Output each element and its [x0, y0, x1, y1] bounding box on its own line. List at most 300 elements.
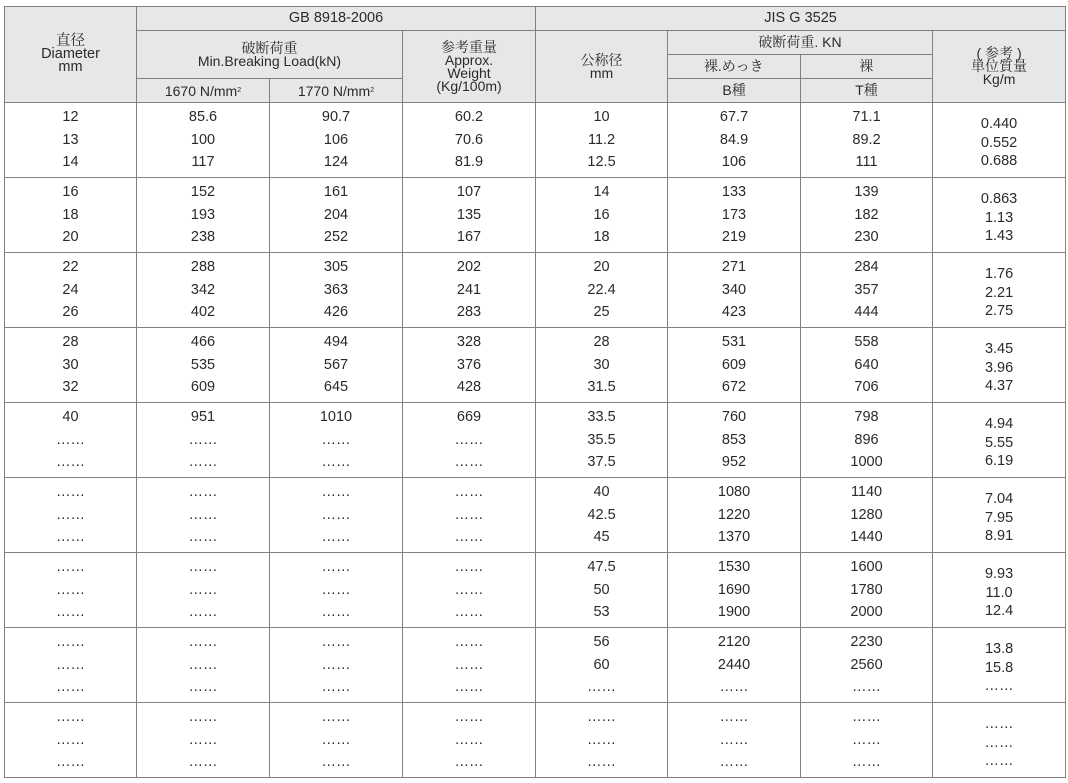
- cell-value: 1220: [717, 506, 751, 523]
- grade-t-cell: [801, 253, 933, 328]
- cell-value: ……: [56, 634, 85, 651]
- cell-value: 1.76: [984, 266, 1014, 283]
- cell-value: 4.94: [984, 416, 1014, 433]
- cell-value: 252: [323, 229, 349, 246]
- cell-value: 2000: [850, 604, 883, 621]
- cell-value: ……: [587, 709, 617, 726]
- cell-value: 161: [323, 184, 349, 201]
- cell-value: ……: [852, 731, 882, 748]
- cell-value: 71.1: [852, 109, 881, 126]
- cell-value: 444: [854, 304, 879, 321]
- cell-value: 18: [593, 229, 610, 246]
- cell-value: 11.0: [985, 584, 1013, 601]
- weight-cell: [403, 103, 536, 178]
- unit-mass-cell: [933, 703, 1066, 778]
- reference-label: ( 参考 ): [976, 45, 1022, 61]
- unit-mass-cell: [933, 628, 1066, 703]
- grade-b-cell: [668, 628, 801, 703]
- grade-1770-header: 1770 $N/mm^2$: [270, 79, 403, 103]
- cell-value: ……: [321, 529, 351, 546]
- cell-value: 60.2: [454, 109, 484, 126]
- nominal-cn-label: 公称径: [580, 51, 623, 68]
- cell-value: 340: [721, 281, 747, 298]
- cell-value: ……: [188, 604, 218, 621]
- diameter-cn-label: 直径: [56, 33, 85, 49]
- cell-value: ……: [321, 709, 351, 726]
- cell-value: 8.91: [984, 528, 1014, 545]
- cell-value: 1690: [717, 581, 751, 598]
- table-row-group: [5, 553, 1066, 628]
- load-1670-cell: [137, 253, 270, 328]
- cell-value: 32: [62, 379, 79, 396]
- cell-value: ……: [56, 604, 85, 621]
- cell-value: 271: [721, 259, 747, 276]
- grade-t-cell: [801, 478, 933, 553]
- cell-value: ……: [321, 506, 351, 523]
- cell-value: 423: [721, 304, 747, 321]
- weight-cell: [403, 703, 536, 778]
- diameter-header: [5, 7, 137, 103]
- cell-value: 230: [854, 229, 879, 246]
- cell-value: ……: [56, 731, 85, 748]
- load-1670-cell: [137, 103, 270, 178]
- diameter-en-label: Diameter: [41, 46, 100, 62]
- load-1670-cell: [137, 703, 270, 778]
- cell-value: 1080: [717, 484, 751, 501]
- cell-value: ……: [321, 431, 351, 448]
- cell-value: 12: [62, 109, 79, 126]
- unit-mass-cell: [933, 178, 1066, 253]
- cell-value: 33.5: [587, 409, 616, 426]
- bare-header: 裸: [859, 58, 874, 74]
- grade-t-cell: [801, 628, 933, 703]
- cell-value: ……: [454, 656, 484, 673]
- cell-value: 85.6: [188, 109, 218, 126]
- cell-value: 20: [62, 229, 79, 246]
- cell-value: 89.2: [852, 131, 881, 148]
- cell-value: 3.96: [984, 359, 1014, 376]
- cell-value: 31.5: [587, 379, 616, 396]
- cell-value: 90.7: [321, 109, 351, 126]
- cell-value: 357: [854, 281, 879, 298]
- cell-value: 107: [456, 184, 482, 201]
- grade-1670-header: 1670 $N/mm^2$: [137, 79, 270, 103]
- cell-value: 28: [62, 334, 79, 351]
- cell-value: 202: [456, 259, 482, 276]
- cell-value: ……: [188, 431, 218, 448]
- nominal-unit-label: mm: [589, 64, 614, 81]
- cell-value: 1600: [850, 559, 883, 576]
- cell-value: 428: [456, 379, 482, 396]
- cell-value: ……: [188, 656, 218, 673]
- cell-value: 288: [190, 259, 216, 276]
- cell-value: 1780: [850, 581, 883, 598]
- cell-value: 0.863: [980, 191, 1018, 208]
- cell-value: 24: [62, 281, 79, 298]
- cell-value: 645: [323, 379, 349, 396]
- cell-value: 558: [854, 334, 879, 351]
- cell-value: 13: [62, 131, 79, 148]
- grade-t-cell: [801, 403, 933, 478]
- cell-value: ……: [188, 709, 218, 726]
- weight-cell: [403, 478, 536, 553]
- cell-value: 13.8: [984, 641, 1014, 658]
- cell-value: 896: [854, 431, 879, 448]
- cell-value: 342: [190, 281, 216, 298]
- cell-value: ……: [188, 634, 218, 651]
- grade-t-cell: [801, 328, 933, 403]
- weight-cell: [403, 178, 536, 253]
- breaking-load-header: [137, 31, 403, 79]
- cell-value: ……: [454, 484, 484, 501]
- grade-b-cell: [668, 403, 801, 478]
- cell-value: 1280: [850, 506, 883, 523]
- unit-mass-cell: [933, 103, 1066, 178]
- cell-value: 152: [190, 184, 216, 201]
- cell-value: ……: [984, 734, 1014, 751]
- cell-value: 106: [323, 131, 349, 148]
- table-header: [5, 7, 1066, 103]
- cell-value: ……: [984, 678, 1014, 695]
- cell-value: 0.688: [980, 153, 1018, 170]
- grade-t-cell: [801, 703, 933, 778]
- cell-value: ……: [188, 506, 218, 523]
- cell-value: 2560: [850, 656, 883, 673]
- cell-value: 133: [721, 184, 747, 201]
- cell-value: 67.7: [719, 109, 749, 126]
- cell-value: 706: [854, 379, 879, 396]
- cell-value: 30: [593, 356, 610, 373]
- table-row-group: [5, 703, 1066, 778]
- cell-value: 609: [190, 379, 216, 396]
- table-row-group: [5, 328, 1066, 403]
- nominal-cell: [536, 628, 668, 703]
- cell-value: ……: [321, 731, 351, 748]
- cell-value: 84.9: [719, 131, 749, 148]
- wire-rope-spec-table: [4, 6, 1066, 778]
- cell-value: 3.45: [984, 341, 1014, 358]
- cell-value: 494: [323, 334, 349, 351]
- approx-weight-header: [403, 31, 536, 103]
- cell-value: ……: [321, 581, 351, 598]
- unit-mass-header: [933, 31, 1066, 103]
- weight-cell: [403, 328, 536, 403]
- cell-value: 173: [721, 206, 747, 223]
- unit-mass-cell: [933, 253, 1066, 328]
- cell-value: 6.19: [984, 453, 1014, 470]
- grade-b-cell: [668, 103, 801, 178]
- cell-value: 16: [62, 184, 79, 201]
- cell-value: 28: [593, 334, 610, 351]
- cell-value: ……: [188, 679, 218, 696]
- table-body: [5, 103, 1066, 778]
- cell-value: 669: [456, 409, 482, 426]
- cell-value: ……: [56, 754, 85, 771]
- grade-t-cell: [801, 103, 933, 178]
- breaking-load-cn-label: 破断荷重: [241, 39, 298, 56]
- cell-value: ……: [984, 753, 1014, 770]
- cell-value: 26: [62, 304, 79, 321]
- cell-value: ……: [56, 484, 85, 501]
- cell-value: ……: [454, 581, 484, 598]
- cell-value: ……: [454, 754, 484, 771]
- cell-value: 640: [854, 356, 879, 373]
- cell-value: ……: [56, 506, 85, 523]
- cell-value: 2230: [850, 634, 883, 651]
- grade-b-cell: [668, 703, 801, 778]
- load-1770-cell: [270, 178, 403, 253]
- cell-value: 106: [721, 154, 747, 171]
- cell-value: 363: [323, 281, 349, 298]
- load-1770-cell: [270, 403, 403, 478]
- unit-mass-cn-label: 単位質量: [971, 58, 1028, 74]
- cell-value: ……: [852, 709, 882, 726]
- spec-table-container: [4, 6, 1066, 778]
- cell-value: 1530: [717, 559, 751, 576]
- cell-value: ……: [454, 731, 484, 748]
- cell-value: ……: [321, 754, 351, 771]
- cell-value: 609: [721, 356, 747, 373]
- cell-value: 12.4: [984, 603, 1014, 620]
- table-row-group: [5, 628, 1066, 703]
- cell-value: 672: [721, 379, 747, 396]
- cell-value: 18: [62, 206, 79, 223]
- cell-value: ……: [321, 454, 351, 471]
- cell-value: 376: [456, 356, 482, 373]
- cell-value: 37.5: [587, 454, 616, 471]
- cell-value: ……: [587, 731, 617, 748]
- diameter-cell: [5, 478, 137, 553]
- table-row-group: [5, 178, 1066, 253]
- cell-value: ……: [852, 754, 882, 771]
- cell-value: ……: [454, 679, 484, 696]
- load-1770-cell: [270, 703, 403, 778]
- cell-value: 22.4: [587, 281, 616, 298]
- cell-value: 1.13: [984, 209, 1014, 226]
- grade-b-header: B種: [668, 79, 801, 103]
- load-1670-cell: [137, 403, 270, 478]
- cell-value: 0.440: [980, 116, 1018, 133]
- weight-cell: [403, 253, 536, 328]
- cell-value: 798: [854, 409, 879, 426]
- cell-value: ……: [56, 581, 85, 598]
- cell-value: 14: [62, 154, 79, 171]
- unit-mass-cell: [933, 478, 1066, 553]
- cell-value: ……: [321, 679, 351, 696]
- grade-b-cell: [668, 553, 801, 628]
- cell-value: 853: [721, 431, 747, 448]
- cell-value: ……: [321, 656, 351, 673]
- cell-value: 124: [323, 154, 349, 171]
- table-row-group: [5, 103, 1066, 178]
- nominal-cell: [536, 478, 668, 553]
- grade-b-cell: [668, 328, 801, 403]
- cell-value: ……: [852, 679, 882, 696]
- nominal-cell: [536, 403, 668, 478]
- nominal-cell: [536, 253, 668, 328]
- load-1770-cell: [270, 328, 403, 403]
- weight-cell: [403, 403, 536, 478]
- weight-cn-label: 参考重量: [441, 38, 498, 55]
- weight-cell: [403, 553, 536, 628]
- cell-value: ……: [188, 754, 218, 771]
- cell-value: 20: [593, 259, 610, 276]
- cell-value: 2120: [717, 634, 751, 651]
- nominal-cell: [536, 103, 668, 178]
- cell-value: 81.9: [454, 154, 484, 171]
- table-row-group: [5, 478, 1066, 553]
- cell-value: 30: [62, 356, 79, 373]
- diameter-cell: [5, 253, 137, 328]
- cell-value: ……: [454, 634, 484, 651]
- cell-value: 42.5: [587, 506, 616, 523]
- cell-value: ……: [719, 679, 749, 696]
- cell-value: 7.04: [984, 491, 1014, 508]
- load-1770-cell: [270, 478, 403, 553]
- cell-value: 139: [854, 184, 879, 201]
- unit-mass-cell: [933, 553, 1066, 628]
- grade-b-cell: [668, 253, 801, 328]
- cell-value: ……: [454, 709, 484, 726]
- load-1670-cell: [137, 178, 270, 253]
- cell-value: 56: [593, 634, 610, 651]
- cell-value: ……: [454, 454, 484, 471]
- diameter-cell: [5, 103, 137, 178]
- cell-value: ……: [454, 604, 484, 621]
- cell-value: 16: [593, 206, 610, 223]
- unit-mass-cell: [933, 328, 1066, 403]
- load-1770-cell: [270, 628, 403, 703]
- diameter-cell: [5, 328, 137, 403]
- jis-breaking-load-header: [668, 31, 933, 79]
- cell-value: ……: [56, 559, 85, 576]
- plated-header: 裸.めっき: [668, 55, 801, 78]
- cell-value: 167: [456, 229, 482, 246]
- cell-value: ……: [321, 634, 351, 651]
- breaking-load-en-label: Min.Breaking Load(kN): [197, 52, 342, 69]
- cell-value: ……: [321, 604, 351, 621]
- cell-value: 1370: [717, 529, 751, 546]
- cell-value: 22: [62, 259, 79, 276]
- grade-b-cell: [668, 178, 801, 253]
- cell-value: 1.43: [984, 228, 1014, 245]
- grade-b-cell: [668, 478, 801, 553]
- weight-en-label-2: Weight: [447, 64, 491, 81]
- cell-value: 182: [854, 206, 879, 223]
- cell-value: ……: [56, 431, 85, 448]
- cell-value: 466: [190, 334, 216, 351]
- load-1670-cell: [137, 553, 270, 628]
- cell-value: 2.75: [984, 303, 1014, 320]
- cell-value: 535: [190, 356, 216, 373]
- cell-value: 760: [721, 409, 747, 426]
- cell-value: ……: [188, 731, 218, 748]
- cell-value: 283: [456, 304, 482, 321]
- grade-t-cell: [801, 553, 933, 628]
- cell-value: 47.5: [587, 559, 616, 576]
- nominal-cell: [536, 328, 668, 403]
- diameter-cell: [5, 703, 137, 778]
- table-row-group: [5, 403, 1066, 478]
- gb-standard-header: GB 8918-2006: [137, 7, 536, 31]
- cell-value: 219: [721, 229, 747, 246]
- cell-value: 53: [593, 604, 610, 621]
- diameter-cell: [5, 178, 137, 253]
- diameter-cell: [5, 403, 137, 478]
- cell-value: 238: [190, 229, 216, 246]
- cell-value: 111: [855, 154, 878, 171]
- nominal-cell: [536, 553, 668, 628]
- cell-value: ……: [454, 431, 484, 448]
- table-row-group: [5, 253, 1066, 328]
- cell-value: ……: [719, 709, 749, 726]
- cell-value: ……: [719, 754, 749, 771]
- cell-value: 9.93: [984, 566, 1014, 583]
- cell-value: 204: [323, 206, 349, 223]
- cell-value: 7.95: [984, 509, 1014, 526]
- cell-value: ……: [454, 559, 484, 576]
- jis-standard-header: JIS G 3525: [536, 7, 1066, 31]
- unit-mass-cell: [933, 403, 1066, 478]
- load-1770-cell: [270, 553, 403, 628]
- cell-value: 2440: [717, 656, 751, 673]
- load-1670-cell: [137, 328, 270, 403]
- cell-value: 100: [190, 131, 216, 148]
- cell-value: ……: [188, 581, 218, 598]
- cell-value: ……: [56, 454, 85, 471]
- cell-value: ……: [719, 731, 749, 748]
- cell-value: 50: [593, 581, 610, 598]
- cell-value: 952: [721, 454, 747, 471]
- cell-value: 2.21: [984, 284, 1014, 301]
- cell-value: 5.55: [984, 434, 1014, 451]
- cell-value: 4.37: [984, 378, 1014, 395]
- cell-value: ……: [56, 529, 85, 546]
- unit-mass-unit-label: Kg/m: [982, 71, 1016, 87]
- cell-value: ……: [188, 559, 218, 576]
- cell-value: ……: [454, 506, 484, 523]
- cell-value: 241: [456, 281, 482, 298]
- cell-value: 40: [593, 484, 610, 501]
- nominal-cell: [536, 703, 668, 778]
- cell-value: ……: [188, 484, 218, 501]
- grade-t-header: T種: [801, 79, 933, 103]
- load-1770-cell: [270, 253, 403, 328]
- cell-value: 60: [593, 656, 610, 673]
- cell-value: 135: [456, 206, 482, 223]
- load-1770-cell: [270, 103, 403, 178]
- cell-value: 284: [854, 259, 879, 276]
- cell-value: 35.5: [587, 431, 616, 448]
- cell-value: ……: [56, 656, 85, 673]
- cell-value: ……: [321, 559, 351, 576]
- cell-value: 402: [190, 304, 216, 321]
- cell-value: 117: [191, 154, 215, 171]
- cell-value: 11.2: [587, 131, 616, 148]
- cell-value: ……: [984, 716, 1014, 733]
- cell-value: ……: [56, 709, 85, 726]
- cell-value: 1010: [319, 409, 353, 426]
- cell-value: 531: [721, 334, 747, 351]
- load-1670-cell: [137, 628, 270, 703]
- cell-value: 10: [593, 109, 610, 126]
- cell-value: ……: [56, 679, 85, 696]
- cell-value: 328: [456, 334, 482, 351]
- cell-value: 426: [323, 304, 349, 321]
- cell-value: 25: [593, 304, 610, 321]
- diameter-cell: [5, 553, 137, 628]
- cell-value: ……: [587, 679, 617, 696]
